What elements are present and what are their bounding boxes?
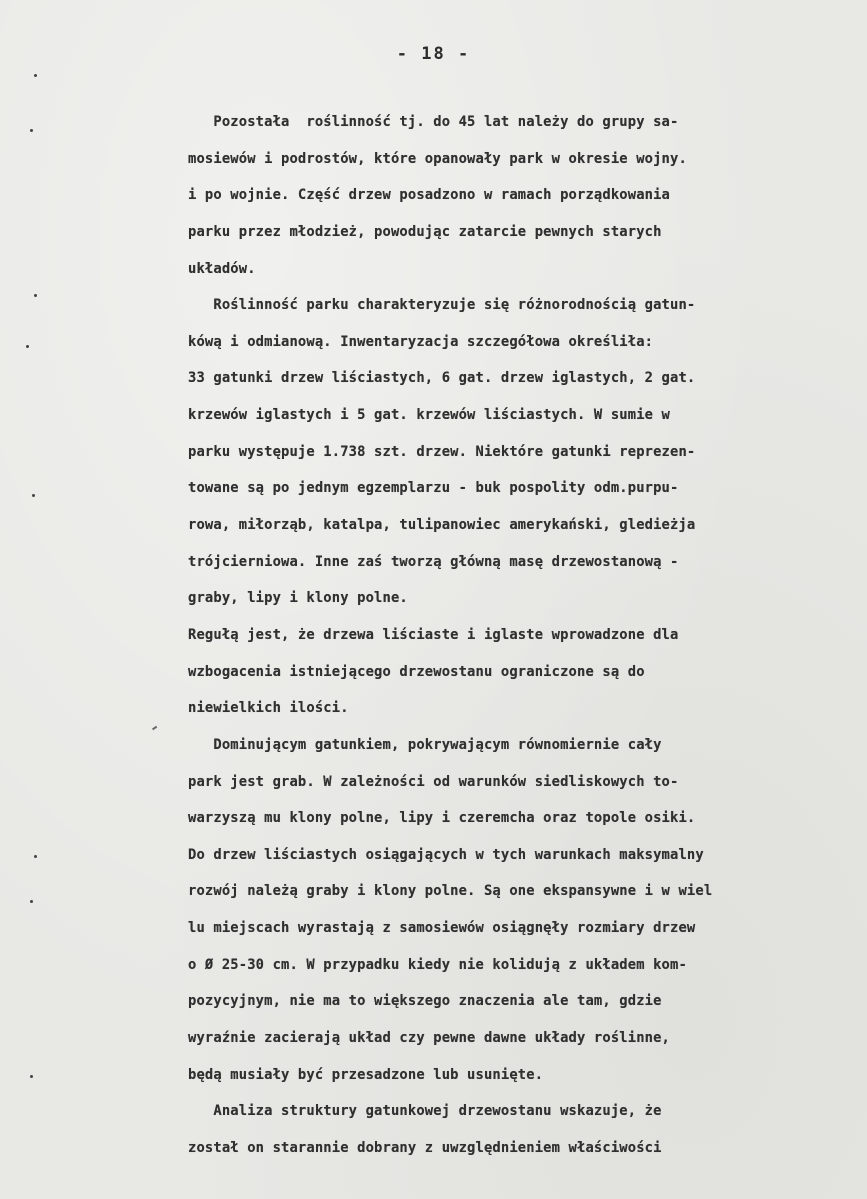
text-line: pozycyjnym, nie ma to większego znaczenia ale tam, gdzie bbox=[188, 993, 662, 1010]
text-line: rozwój należą graby i klony polne. Są one ekspansywne i w wiel bbox=[188, 883, 713, 900]
text-line: mosiewów i podrostów, które opanowały park w okresie wojny. bbox=[188, 150, 687, 167]
text-line: lu miejscach wyrastają z samosiewów osiągnęły rozmiary drzew bbox=[188, 920, 696, 937]
text-line: warzyszą mu klony polne, lipy i czeremcha oraz topole osiki. bbox=[188, 810, 696, 827]
text-line: Analiza struktury gatunkowej drzewostanu wskazuje, że bbox=[188, 1103, 662, 1120]
margin-speck bbox=[30, 900, 33, 903]
text-line: Roślinność parku charakteryzuje się różnorodnością gatun- bbox=[188, 297, 696, 314]
text-line: będą musiały być przesadzone lub usunięte. bbox=[188, 1066, 544, 1083]
text-line: parku przez młodzież, powodując zatarcie pewnych starych bbox=[188, 223, 662, 240]
margin-speck bbox=[34, 855, 37, 858]
text-line: krzewów iglastych i 5 gat. krzewów liściastych. W sumie w bbox=[188, 407, 671, 424]
text-line: został on starannie dobrany z uwzględnieniem właściwości bbox=[188, 1139, 662, 1156]
text-line: Do drzew liściastych osiągających w tych warunkach maksymalny bbox=[188, 846, 704, 863]
text-line: park jest grab. W zależności od warunków siedliskowych to- bbox=[188, 773, 679, 790]
text-line: Regułą jest, że drzewa liściaste i iglaste wprowadzone dla bbox=[188, 626, 679, 643]
text-line: rowa, miłorząb, katalpa, tulipanowiec amerykański, gledieżja bbox=[188, 517, 696, 534]
text-line: i po wojnie. Część drzew posadzono w ramach porządkowania bbox=[188, 187, 671, 204]
margin-speck bbox=[30, 129, 33, 132]
text-line: Dominującym gatunkiem, pokrywającym równomiernie cały bbox=[188, 736, 662, 753]
text-line: niewielkich ilości. bbox=[188, 700, 349, 717]
margin-speck bbox=[26, 345, 29, 348]
margin-speck bbox=[34, 74, 37, 77]
text-line: wyraźnie zacierają układ czy pewne dawne układy roślinne, bbox=[188, 1030, 671, 1047]
text-line: układów. bbox=[188, 260, 256, 277]
text-line: parku występuje 1.738 szt. drzew. Niektóre gatunki reprezen- bbox=[188, 443, 696, 460]
text-line: towane są po jednym egzemplarzu - buk pospolity odm.purpu- bbox=[188, 480, 679, 497]
margin-speck bbox=[30, 1075, 33, 1078]
text-line: trójcierniowa. Inne zaś tworzą główną masę drzewostanową - bbox=[188, 553, 679, 570]
body-text bbox=[188, 104, 858, 1167]
margin-speck bbox=[34, 294, 37, 297]
text-line: wzbogacenia istniejącego drzewostanu ograniczone są do bbox=[188, 663, 645, 680]
margin-speck bbox=[152, 726, 157, 730]
margin-speck bbox=[32, 494, 35, 497]
text-line: 33 gatunki drzew liściastych, 6 gat. drzew iglastych, 2 gat. bbox=[188, 370, 696, 387]
text-line: graby, lipy i klony polne. bbox=[188, 590, 408, 607]
text-line: Pozostała roślinność tj. do 45 lat należy do grupy sa- bbox=[188, 114, 679, 130]
text-line: kówą i odmianową. Inwentaryzacja szczegółowa określiła: bbox=[188, 333, 654, 350]
page-number: - 18 - bbox=[396, 44, 471, 64]
text-line: o Ø 25-30 cm. W przypadku kiedy nie kolidują z układem kom- bbox=[188, 956, 687, 973]
